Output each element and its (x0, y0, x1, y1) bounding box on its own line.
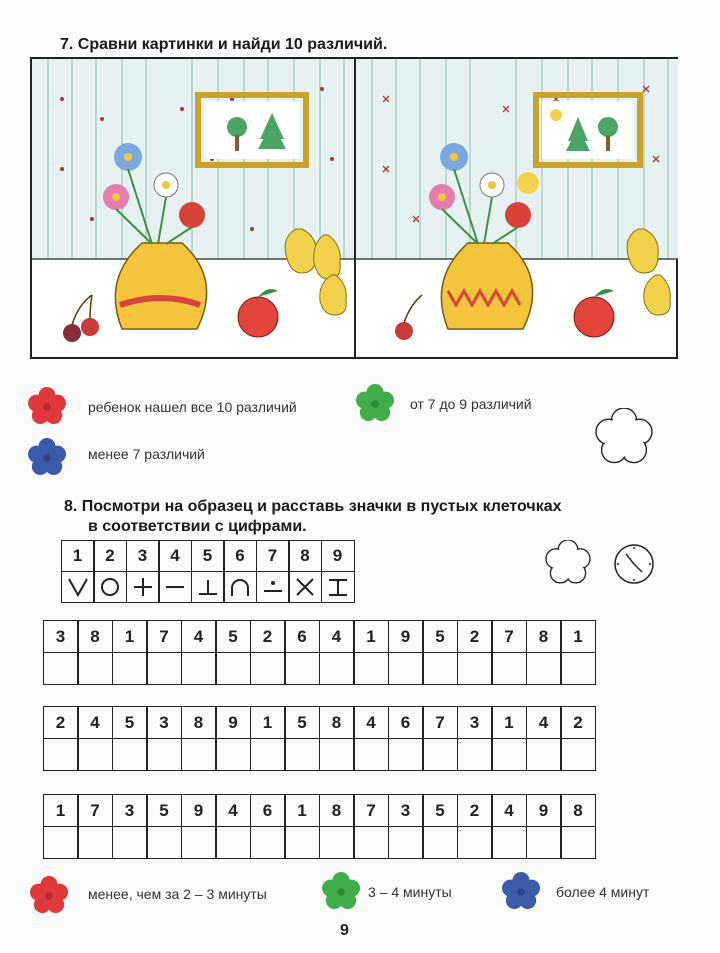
grid-digit-cell: 5 (422, 794, 458, 827)
answer-cell[interactable] (146, 826, 182, 859)
t-symbol-icon (321, 571, 355, 603)
grid-digit-cell: 8 (77, 620, 113, 653)
check-symbol-icon (61, 571, 95, 603)
answer-cell[interactable] (526, 738, 562, 771)
answer-cell[interactable] (526, 652, 562, 685)
answer-cell[interactable] (422, 738, 458, 771)
grid-digit-cell: 9 (526, 794, 562, 827)
grid-digit-cell: 1 (43, 794, 79, 827)
grid-digit-cell: 7 (353, 794, 389, 827)
answer-cell[interactable] (181, 826, 217, 859)
grid-digit-cell: 2 (560, 706, 596, 739)
answer-cell[interactable] (181, 652, 217, 685)
key-digit: 8 (288, 540, 322, 572)
grid-digit-cell: 8 (181, 706, 217, 739)
arch-symbol-icon (223, 571, 257, 603)
answer-cell[interactable] (77, 738, 113, 771)
grid-digit-cell: 5 (284, 706, 320, 739)
answer-cell[interactable] (388, 826, 424, 859)
green-flower-icon (322, 872, 360, 910)
grid-digit-cell: 2 (43, 706, 79, 739)
answer-cell[interactable] (284, 652, 320, 685)
grid-digit-cell: 7 (146, 620, 182, 653)
answer-cell[interactable] (319, 652, 355, 685)
grid-digit-cell: 2 (457, 794, 493, 827)
grid-digit-cell: 3 (146, 706, 182, 739)
grid-digit-cell: 6 (284, 620, 320, 653)
grid-digit-cell: 6 (388, 706, 424, 739)
legend-less-7-differences: менее 7 различий (88, 446, 205, 462)
legend-7-9-differences: от 7 до 9 различий (410, 396, 532, 412)
answer-cell[interactable] (457, 826, 493, 859)
grid-digit-cell: 2 (457, 620, 493, 653)
red-flower-icon (28, 387, 66, 425)
red-flower-icon (30, 876, 68, 914)
green-flower-icon (356, 384, 394, 422)
exercise-grid (44, 706, 596, 771)
answer-cell[interactable] (560, 826, 596, 859)
clock-icon (612, 542, 656, 586)
key-digit: 5 (191, 540, 225, 572)
grid-digit-cell: 8 (526, 620, 562, 653)
symbol-key-table (62, 540, 355, 603)
grid-digit-cell: 4 (353, 706, 389, 739)
answer-cell[interactable] (526, 826, 562, 859)
answer-cell[interactable] (284, 826, 320, 859)
empty-flower-icon (592, 408, 656, 464)
answer-cell[interactable] (319, 738, 355, 771)
grid-digit-cell: 1 (560, 620, 596, 653)
grid-digit-cell: 7 (77, 794, 113, 827)
answer-cell[interactable] (250, 826, 286, 859)
answer-cell[interactable] (250, 652, 286, 685)
grid-digit-cell: 3 (112, 794, 148, 827)
legend-all-differences: ребенок нашел все 10 различий (88, 399, 297, 415)
answer-cell[interactable] (284, 738, 320, 771)
answer-cell[interactable] (215, 652, 251, 685)
key-digit: 4 (158, 540, 192, 572)
answer-cell[interactable] (353, 826, 389, 859)
grid-digit-cell: 2 (250, 620, 286, 653)
grid-digit-cell: 3 (457, 706, 493, 739)
empty-flower-icon (544, 540, 592, 584)
answer-cell[interactable] (112, 652, 148, 685)
grid-digit-cell: 4 (319, 620, 355, 653)
dash-symbol-icon (158, 571, 192, 603)
exercise-grid (44, 620, 596, 685)
answer-cell[interactable] (215, 738, 251, 771)
answer-cell[interactable] (457, 738, 493, 771)
answer-cell[interactable] (560, 652, 596, 685)
grid-digit-cell: 7 (422, 706, 458, 739)
grid-digit-cell: 5 (112, 706, 148, 739)
answer-cell[interactable] (250, 738, 286, 771)
grid-digit-cell: 1 (112, 620, 148, 653)
answer-cell[interactable] (491, 826, 527, 859)
answer-cell[interactable] (181, 738, 217, 771)
task8-title-line2: в соответствии с цифрами. (88, 518, 307, 535)
grid-digit-cell: 8 (319, 794, 355, 827)
grid-digit-cell: 5 (422, 620, 458, 653)
answer-cell[interactable] (319, 826, 355, 859)
key-digit: 2 (93, 540, 127, 572)
key-digit: 1 (61, 540, 95, 572)
answer-cell[interactable] (388, 652, 424, 685)
exercise-grid (44, 794, 596, 859)
answer-cell[interactable] (43, 652, 79, 685)
grid-digit-cell: 1 (353, 620, 389, 653)
answer-cell[interactable] (422, 652, 458, 685)
key-digit: 6 (223, 540, 257, 572)
grid-digit-cell: 4 (181, 620, 217, 653)
grid-digit-cell: 9 (215, 706, 251, 739)
cross-symbol-icon (288, 571, 322, 603)
grid-digit-cell: 5 (215, 620, 251, 653)
grid-digit-cell: 8 (560, 794, 596, 827)
scene-left-illustration (32, 59, 354, 357)
picture-right (356, 59, 678, 357)
blue-flower-icon (28, 438, 66, 476)
answer-cell[interactable] (388, 738, 424, 771)
answer-cell[interactable] (491, 738, 527, 771)
answer-cell[interactable] (215, 826, 251, 859)
answer-cell[interactable] (422, 826, 458, 859)
grid-digit-cell: 4 (77, 706, 113, 739)
legend-medium: 3 – 4 минуты (368, 884, 452, 900)
blue-flower-icon (502, 872, 540, 910)
grid-digit-cell: 7 (491, 620, 527, 653)
circle-symbol-icon (93, 571, 127, 603)
dot-dash-symbol-icon (256, 571, 290, 603)
grid-digit-cell: 1 (250, 706, 286, 739)
answer-cell[interactable] (457, 652, 493, 685)
grid-digit-cell: 1 (284, 794, 320, 827)
plus-symbol-icon (126, 571, 160, 603)
answer-cell[interactable] (77, 826, 113, 859)
key-digit: 7 (256, 540, 290, 572)
grid-digit-cell: 9 (388, 620, 424, 653)
grid-digit-cell: 8 (319, 706, 355, 739)
answer-cell[interactable] (491, 652, 527, 685)
answer-cell[interactable] (353, 738, 389, 771)
grid-digit-cell: 9 (181, 794, 217, 827)
answer-cell[interactable] (77, 652, 113, 685)
grid-digit-cell: 4 (526, 706, 562, 739)
answer-cell[interactable] (146, 652, 182, 685)
grid-digit-cell: 6 (250, 794, 286, 827)
grid-digit-cell: 4 (215, 794, 251, 827)
answer-cell[interactable] (353, 652, 389, 685)
differences-picture (30, 57, 678, 359)
inverted-t-symbol-icon (191, 571, 225, 603)
page-number: 9 (340, 922, 349, 939)
picture-left (32, 59, 354, 357)
answer-cell[interactable] (112, 738, 148, 771)
grid-digit-cell: 5 (146, 794, 182, 827)
legend-fast: менее, чем за 2 – 3 минуты (88, 886, 267, 902)
grid-digit-cell: 4 (491, 794, 527, 827)
task7-title: 7. Сравни картинки и найди 10 различий. (60, 36, 388, 53)
answer-cell[interactable] (43, 826, 79, 859)
key-digit: 3 (126, 540, 160, 572)
key-digit: 9 (321, 540, 355, 572)
legend-slow: более 4 минут (556, 884, 650, 900)
answer-cell[interactable] (560, 738, 596, 771)
answer-cell[interactable] (43, 738, 79, 771)
task8-title-line1: 8. Посмотри на образец и расставь значки в пустых клеточках (64, 498, 562, 515)
grid-digit-cell: 3 (388, 794, 424, 827)
scene-right-illustration (356, 59, 678, 357)
answer-cell[interactable] (112, 826, 148, 859)
answer-cell[interactable] (146, 738, 182, 771)
grid-digit-cell: 3 (43, 620, 79, 653)
grid-digit-cell: 1 (491, 706, 527, 739)
